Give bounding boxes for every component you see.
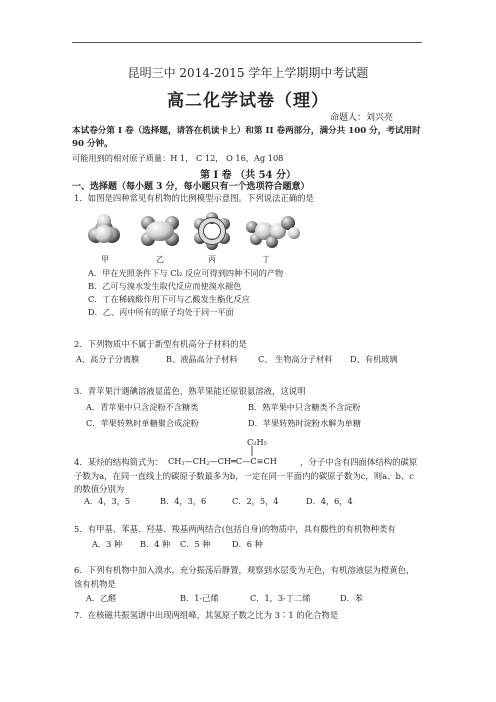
header-rule <box>72 42 422 43</box>
question-4-suffix: ，分子中含有四面体结构的碳原 <box>300 457 418 467</box>
question-1-stem: 1．如图是四种常见有机物的比例模型示意图。下列说法正确的是 <box>74 193 314 203</box>
question-5-stem: 5．有甲基、苯基、羟基、羧基两两结合(包括自身)的物质中，具有酸性的有机物种类有 <box>74 524 396 534</box>
section-heading: 一、选择题（每小题 3 分，每小题只有一个选项符合题意） <box>72 182 310 192</box>
question-3-stem: 3．青苹果汁遇碘溶液显蓝色，熟苹果能还原银氨溶液，这说明 <box>74 386 306 396</box>
q1-option-c: C．丁在稀硫酸作用下可与乙酸发生酯化反应 <box>88 294 250 304</box>
q4-branch-bond <box>249 446 255 456</box>
q4-structural-formula <box>168 456 277 467</box>
q4-option-c: C．2，5，4 <box>232 496 279 506</box>
q4-formula-double-bond: ═ <box>230 456 236 466</box>
q3-option-d: D．苹果转熟时淀粉水解为单糖 <box>248 418 362 428</box>
q4-formula-sub2: 2 <box>206 461 210 467</box>
page-title: 高二化学试卷（理） <box>167 91 329 111</box>
q4-option-a: A．4，3，5 <box>84 496 131 506</box>
q2-option-c: C、 生物高分子材料 <box>258 354 333 364</box>
methane-model <box>88 214 120 243</box>
question-4-prefix: 4．某烃的结构简式为： <box>74 457 164 467</box>
q6-option-d: D．苯 <box>340 593 363 603</box>
q4-formula-ch2: —CH <box>184 456 207 466</box>
q6-option-b: B．1-己烯 <box>180 593 219 603</box>
part-heading: 第 I 卷 （共 54 分） <box>199 170 296 181</box>
ethylene-model <box>141 216 179 246</box>
question-6-line1: 6．下列有机物中加入溴水，充分振荡后静置，观察到水层变为无色，有机溶液层为橙黄色， <box>74 565 415 575</box>
molecule-models-figure <box>80 209 310 253</box>
q5-option-c: C．5 种 <box>180 539 211 549</box>
q5-option-a: A．3 种 <box>92 539 123 549</box>
ethanol-model <box>246 216 300 248</box>
q4-formula-sub3: 3 <box>181 461 185 467</box>
q5-option-d: D．6 种 <box>232 539 263 549</box>
q3-option-c: C．苹果转熟时单糖聚合成淀粉 <box>86 418 199 428</box>
benzene-model <box>194 212 230 250</box>
exam-instructions: 本试卷分第 I 卷（选择题，请答在机读卡上）和第 II 卷两部分，满分共 100 分，考试用时 90 分钟。 <box>72 126 421 149</box>
q4-option-b: B．4，3，6 <box>160 496 207 506</box>
q4-formula-ch-end: CH <box>263 456 277 466</box>
q4-formula-triple-bond: ≡ <box>256 456 264 466</box>
q1-option-d: D．乙、丙中所有的原子均处于同一平面 <box>88 307 234 317</box>
model-label-jia: 甲 <box>101 255 109 264</box>
q6-option-c: C．1，3-丁二烯 <box>250 593 311 603</box>
q3-option-b: B．熟苹果中只含糖类不含淀粉 <box>248 402 361 412</box>
q1-option-b: B．乙可与溴水发生取代反应而使溴水褪色 <box>88 281 242 291</box>
q2-option-b: B、液晶高分子材料 <box>166 354 238 364</box>
q5-option-b: B．4 种 <box>140 539 171 549</box>
q4-formula-ch3: CH <box>168 456 182 466</box>
question-6-line2: 该有机物是 <box>74 579 116 589</box>
q4-branch-ethyl: C₂H₅ <box>247 437 267 447</box>
author-line: 命题人：刘兴亮 <box>330 113 394 123</box>
q3-option-a: A．青苹果中只含淀粉不含糖类 <box>86 402 199 412</box>
school-line: 昆明三中 2014-2015 学年上学期期中考试题 <box>127 66 369 80</box>
q4-formula-c: C <box>235 456 243 466</box>
model-label-ding: 丁 <box>262 255 270 264</box>
q2-option-a: A、高分子分离膜 <box>76 354 140 364</box>
q4-formula-ch: —CH <box>209 456 231 466</box>
question-2-stem: 2．下列物质中不属于新型有机高分子材料的是 <box>74 339 247 349</box>
q1-option-a: A．甲在光照条件下与 Cl₂ 反应可得到四种不同的产物 <box>88 268 284 278</box>
q6-option-a: A．乙醛 <box>86 593 117 603</box>
atomic-masses: 可能用到的相对原子质量：H 1， C 12， O 16，Ag 108 <box>72 153 284 163</box>
question-4-line2: 子数为a，在同一直线上的碳原子数最多为b，一定在同一平面内的碳原子数为c，则a、b、c <box>74 471 414 481</box>
question-7-stem: 7．在核磁共振氢谱中出现两组峰，其氢原子数之比为 3∶1 的化合物是 <box>74 610 339 620</box>
q4-formula-c2: —C <box>242 456 257 466</box>
q2-option-d: D、有机玻璃 <box>350 354 398 364</box>
model-label-bing: 丙 <box>208 255 216 264</box>
q4-option-d: D．4，6，4 <box>306 496 353 506</box>
model-label-yi: 乙 <box>156 255 164 264</box>
question-4-line3: 的数值分别为 <box>74 484 125 494</box>
